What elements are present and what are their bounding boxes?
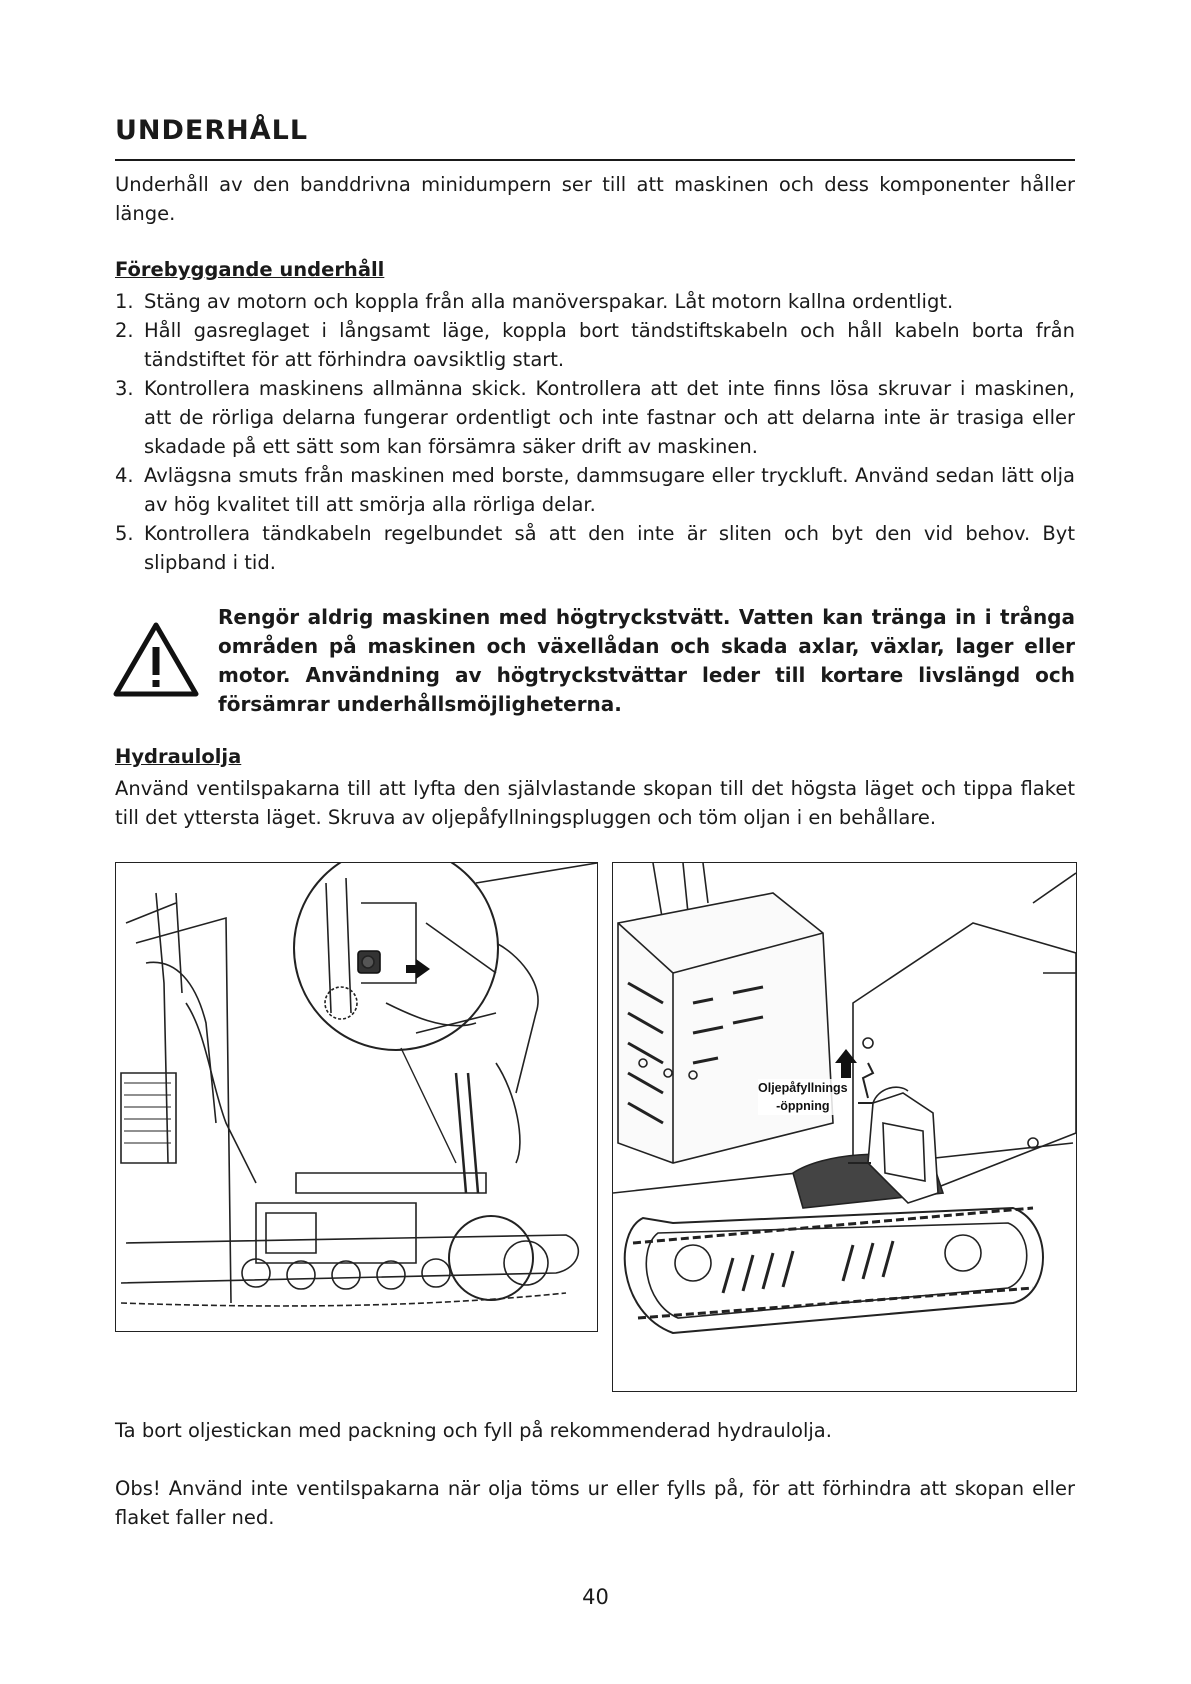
hydraulic-oil-paragraph: Använd ventilspakarna till att lyfta den självlastande skopan till det högsta läget och tippa flaket till det yttersta läget. Skruva av oljepåfyllningspluggen och töm oljan i en behållare. [115,777,1075,829]
step-text: Kontrollera tändkabeln regelbundet så att den inte är sliten och byt den vid behov. Byt slipband i tid. [144,522,1075,574]
list-item [115,519,1075,577]
list-item [115,461,1075,519]
zoom-detail [294,863,533,1300]
callout-line: -öppning [776,1099,830,1113]
step-number: 2. [115,319,134,342]
refill-instruction: Ta bort oljestickan med packning och fyll på rekommenderad hydraulolja. [115,1419,832,1442]
caution-note: Obs! Använd inte ventilspakarna när olja töms ur eller fylls på, för att förhindra att skopan eller flaket faller ned. [115,1477,1075,1529]
warning-text: Rengör aldrig maskinen med högtryckstvätt. Vatten kan tränga in i trånga områden på maskinen och växellådan och skada axlar, växlar, lager eller motor. Användning av högtryckstvättar leder till kortare livslängd och försämrar underhållsmöjligheterna. [218,605,1075,716]
step-text: Håll gasreglaget i långsamt läge, koppla bort tändstiftskabeln och håll kabeln borta från tändstiftet för att förhindra oavsiktlig start. [144,319,1075,371]
oil-filler-illustration [612,862,1077,1392]
step-number: 1. [115,290,134,313]
step-text: Kontrollera maskinens allmänna skick. Kontrollera att det inte finns lösa skruvar i maskinen, att de rörliga delarna fungerar ordentligt och inte fastnar och att delarna inte är trasiga eller skadade på ett sätt som kan försämra säker drift av maskinen. [144,377,1075,458]
step-text: Stäng av motorn och koppla från alla manöverspakar. Låt motorn kallna ordentligt. [144,290,954,313]
page-number: 40 [582,1585,609,1609]
page-title: UNDERHÅLL [115,115,309,146]
preventive-maintenance-heading: Förebyggande underhåll [115,258,385,281]
title-divider [115,159,1075,161]
drain-plug-illustration [115,862,598,1332]
maintenance-steps-list [115,287,1075,577]
warning-triangle-icon [113,621,199,697]
callout-line: Oljepåfyllnings [758,1081,848,1095]
list-item [115,316,1075,374]
oil-filler-opening-label [758,1079,848,1115]
hydraulic-oil-heading: Hydraulolja [115,745,242,768]
list-item [115,287,1075,316]
step-number: 5. [115,522,134,545]
list-item [115,374,1075,461]
step-number: 3. [115,377,134,400]
step-text: Avlägsna smuts från maskinen med borste, dammsugare eller tryckluft. Använd sedan lätt olja av hög kvalitet till att smörja alla rörliga delar. [144,464,1075,516]
intro-paragraph: Underhåll av den banddrivna minidumpern ser till att maskinen och dess komponenter håller länge. [115,173,1075,225]
step-number: 4. [115,464,134,487]
